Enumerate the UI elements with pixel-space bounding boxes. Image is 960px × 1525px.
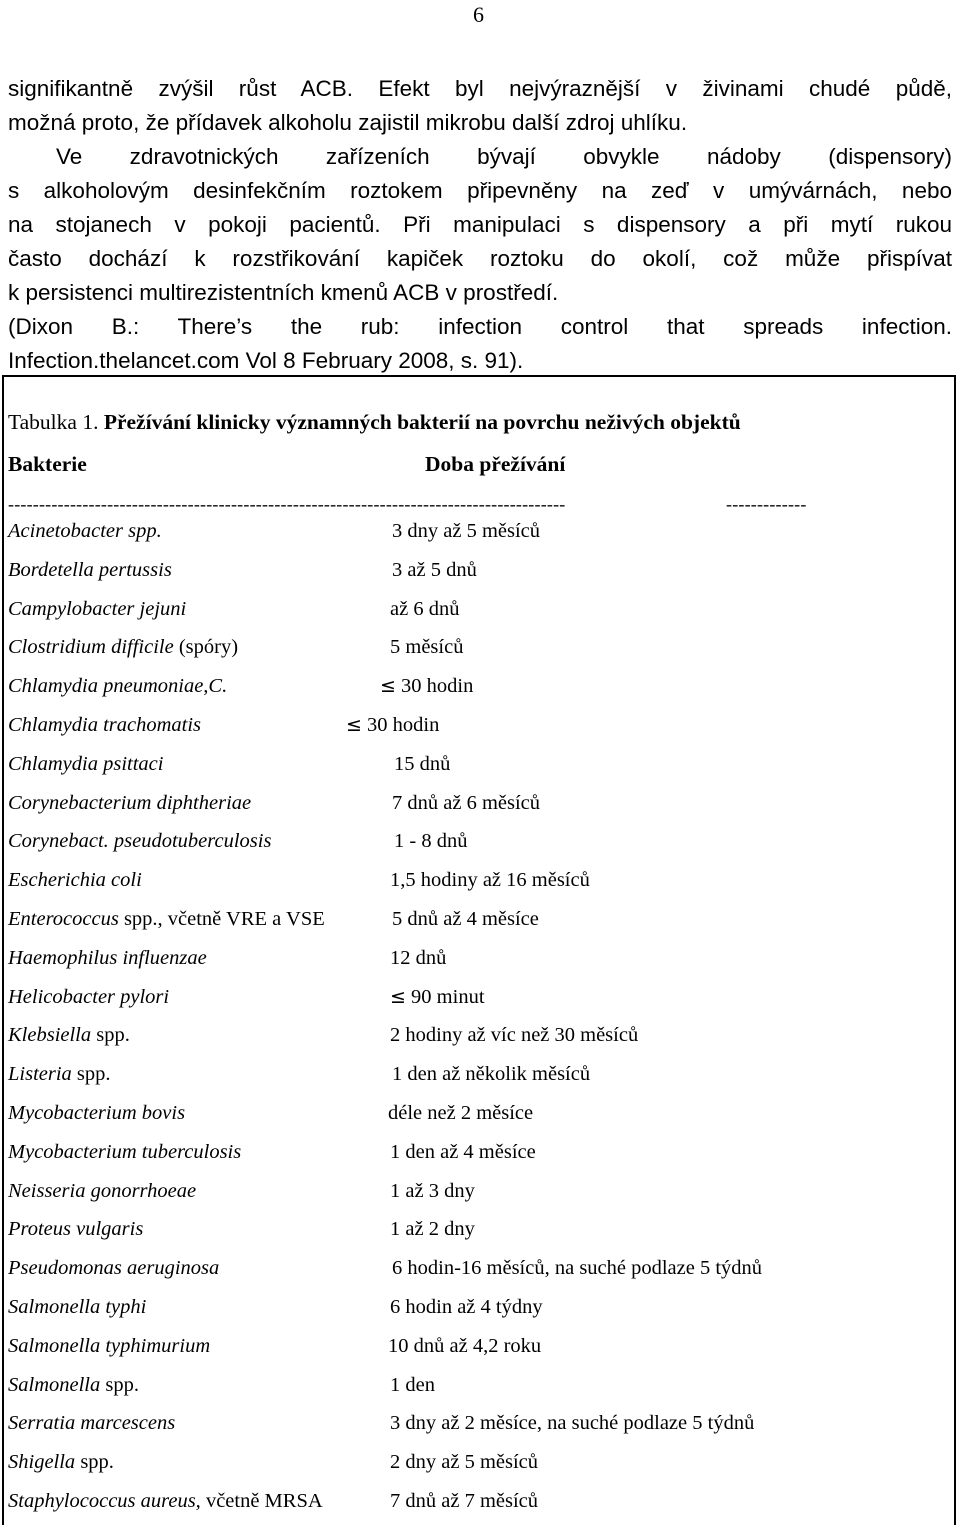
bacteria-name-italic: Haemophilus influenzae	[8, 946, 207, 969]
bacteria-name-italic: Enterococcus	[8, 908, 119, 930]
bacteria-name-suffix: spp.	[71, 1063, 111, 1086]
table-row	[0, 792, 960, 826]
bacteria-name-italic: Chlamydia psittaci	[8, 752, 164, 775]
table-row	[0, 1374, 960, 1408]
bacteria-name	[8, 908, 325, 931]
bacteria-name	[8, 1102, 185, 1125]
survival-duration	[390, 947, 446, 970]
table-row	[0, 1296, 960, 1330]
body-paragraph	[8, 72, 952, 378]
bacteria-name-suffix: spp.	[100, 1373, 139, 1396]
column-header-bacteria: Bakterie	[8, 452, 87, 476]
survival-duration	[390, 636, 463, 659]
survival-duration-value: 2 dny až 5 měsíců	[390, 1451, 539, 1474]
bacteria-name-italic: Chlamydia trachomatis	[8, 714, 202, 736]
bacteria-name	[8, 520, 162, 543]
bacteria-name	[8, 675, 227, 698]
survival-duration-value: 90 minut	[411, 985, 485, 1008]
survival-duration	[390, 1180, 475, 1203]
column-header-survival: Doba přežívání	[425, 452, 566, 476]
survival-duration-value: 30 hodin	[401, 675, 474, 698]
bacteria-name	[8, 1296, 146, 1319]
table-row	[0, 636, 960, 670]
bacteria-name-italic: Acinetobacter spp.	[8, 520, 162, 542]
bacteria-name-suffix: spp.	[91, 1024, 130, 1047]
survival-duration	[392, 1257, 762, 1280]
bacteria-name-italic: Shigella	[8, 1451, 76, 1474]
caption-prefix: Tabulka 1.	[8, 410, 99, 434]
bacteria-name-italic: Salmonella typhi	[8, 1296, 147, 1318]
bacteria-name-italic: Salmonella typhimurium	[8, 1334, 211, 1357]
bacteria-name-italic: Serratia marcescens	[8, 1412, 176, 1435]
table-row	[0, 1218, 960, 1252]
bacteria-name-italic: Pseudomonas aeruginosa	[8, 1257, 220, 1280]
bacteria-name-italic: Corynebacterium diphtheriae	[8, 791, 252, 814]
bacteria-name	[8, 869, 142, 892]
survival-duration	[390, 1296, 543, 1319]
survival-duration-value: déle než 2 měsíce	[388, 1102, 534, 1124]
survival-duration-value: 2 hodiny až víc než 30 měsíců	[390, 1024, 639, 1047]
bacteria-name	[8, 947, 207, 970]
bacteria-name	[8, 1180, 196, 1203]
survival-duration-value: 1 až 2 dny	[390, 1218, 475, 1241]
survival-duration-value: 10 dnů až 4,2 roku	[388, 1334, 542, 1357]
paragraph-line: často dochází k rozstřikování kapiček roztoku do okolí, což může přispívat	[8, 246, 952, 271]
survival-duration-value: 1,5 hodiny až 16 měsíců	[390, 869, 590, 892]
bacteria-name	[8, 1141, 241, 1164]
paragraph-line: k persistenci multirezistentních kmenů ACB v prostředí.	[8, 280, 559, 305]
bacteria-name-italic: Bordetella pertussis	[8, 558, 172, 581]
survival-duration-value: 3 až 5 dnů	[392, 558, 477, 581]
page-number: 6	[473, 2, 484, 27]
bacteria-name	[8, 1335, 210, 1358]
survival-duration-value: 1 den až 4 měsíce	[390, 1140, 536, 1163]
survival-duration	[380, 675, 473, 698]
table-caption	[8, 410, 741, 435]
survival-duration-value: 7 dnů až 6 měsíců	[392, 791, 541, 814]
bacteria-name-italic: Mycobacterium tuberculosis	[8, 1140, 242, 1163]
bacteria-name-suffix: (spóry)	[173, 636, 239, 659]
survival-duration-value: 3 dny až 5 měsíců	[392, 520, 541, 542]
survival-duration-value: 5 dnů až 4 měsíce	[392, 908, 539, 930]
survival-duration-value: 7 dnů až 7 měsíců	[390, 1490, 539, 1512]
less-or-equal-symbol: ≤	[346, 714, 362, 736]
bacteria-name-italic: Neisseria gonorrhoeae	[8, 1179, 197, 1202]
bacteria-name	[8, 1490, 323, 1513]
survival-duration	[390, 598, 459, 621]
bacteria-name-italic: Listeria	[8, 1063, 72, 1086]
paragraph-line: s alkoholovým desinfekčním roztokem připevněny na zeď v umývárnách, nebo	[8, 178, 952, 203]
survival-duration	[392, 559, 477, 582]
bacteria-name-italic: Clostridium difficile	[8, 636, 174, 659]
survival-duration	[390, 1374, 435, 1397]
survival-duration-value: 12 dnů	[390, 946, 447, 969]
table-row	[0, 1451, 960, 1485]
survival-duration-value: 1 - 8 dnů	[394, 830, 468, 853]
separator-long: ------------------------------------------------------------------------------------------	[8, 494, 566, 514]
survival-duration	[388, 1335, 541, 1358]
bacteria-name-italic: Campylobacter jejuni	[8, 597, 187, 620]
paragraph-line: na stojanech v pokoji pacientů. Při manipulaci s dispensory a při mytí rukou	[8, 212, 952, 237]
bacteria-name-italic: Helicobacter pylori	[8, 985, 170, 1008]
table-row	[0, 675, 960, 709]
table-row	[0, 598, 960, 632]
bacteria-name	[8, 1412, 175, 1435]
bacteria-name-italic: Escherichia coli	[8, 869, 142, 892]
survival-duration	[390, 1490, 538, 1513]
bacteria-name	[8, 792, 251, 815]
survival-duration-value: 5 měsíců	[390, 636, 464, 659]
bacteria-name	[8, 1451, 114, 1474]
survival-duration	[394, 753, 450, 776]
survival-duration	[392, 908, 539, 931]
survival-duration	[390, 1024, 638, 1047]
survival-duration-value: 15 dnů	[394, 752, 451, 775]
bacteria-name-italic: Klebsiella	[8, 1024, 92, 1047]
bacteria-name	[8, 753, 163, 776]
bacteria-name	[8, 1063, 111, 1086]
bacteria-name	[8, 830, 271, 853]
bacteria-name-suffix: spp., včetně VRE a VSE	[118, 908, 325, 930]
bacteria-name	[8, 1024, 130, 1047]
survival-duration-value: až 6 dnů	[390, 597, 460, 620]
survival-duration	[392, 1063, 590, 1086]
table-row	[0, 753, 960, 787]
table-row	[0, 986, 960, 1020]
survival-duration-value: 6 hodin až 4 týdny	[390, 1296, 543, 1318]
bacteria-name-suffix: spp.	[75, 1451, 114, 1474]
table-row	[0, 830, 960, 864]
survival-duration	[390, 869, 590, 892]
survival-duration	[394, 830, 467, 853]
survival-duration-value: 6 hodin-16 měsíců, na suché podlaze 5 týdnů	[392, 1257, 763, 1280]
survival-duration-value: 30 hodin	[367, 714, 440, 736]
bacteria-name	[8, 1218, 143, 1241]
bacteria-name-italic: Salmonella	[8, 1373, 101, 1396]
table-row	[0, 869, 960, 903]
paragraph-line: Ve zdravotnických zařízeních bývají obvykle nádoby (dispensory)	[56, 144, 952, 169]
survival-duration	[390, 986, 485, 1009]
bacteria-name-suffix: včetně MRSA	[200, 1490, 323, 1512]
caption-title: Přežívání klinicky významných bakterií na povrchu neživých objektů	[103, 410, 741, 434]
table-row	[0, 1490, 960, 1524]
less-or-equal-symbol: ≤	[390, 985, 406, 1008]
bacteria-name-italic: Corynebact. pseudotuberculosis	[8, 830, 272, 853]
survival-duration	[392, 792, 540, 815]
table-row	[0, 1335, 960, 1369]
table-row	[0, 520, 960, 554]
bacteria-name	[8, 1374, 139, 1397]
bacteria-name-italic: Chlamydia pneumoniae,C.	[8, 675, 228, 698]
bacteria-name-italic: Staphylococcus aureus,	[8, 1490, 201, 1512]
survival-duration	[346, 714, 439, 737]
table-row	[0, 1412, 960, 1446]
survival-duration-value: 3 dny až 2 měsíce, na suché podlaze 5 týdnů	[390, 1412, 755, 1435]
paragraph-line: možná proto, že přídavek alkoholu zajistil mikrobu další zdroj uhlíku.	[8, 110, 688, 135]
survival-duration-value: 1 až 3 dny	[390, 1179, 475, 1202]
survival-duration	[390, 1141, 536, 1164]
bacteria-name	[8, 986, 169, 1009]
survival-duration-value: 1 den	[390, 1373, 435, 1396]
paragraph-line: signifikantně zvýšil růst ACB. Efekt byl nejvýraznější v živinami chudé půdě,	[8, 76, 952, 101]
table-row	[0, 559, 960, 593]
bacteria-name	[8, 598, 186, 621]
table-row	[0, 1141, 960, 1175]
table-row	[0, 1102, 960, 1136]
bacteria-name	[8, 714, 201, 737]
table-row	[0, 947, 960, 981]
bacteria-name-italic: Proteus vulgaris	[8, 1218, 144, 1241]
survival-duration	[392, 520, 540, 543]
table-row	[0, 908, 960, 942]
paragraph-line: (Dixon B.: There’s the rub: infection control that spreads infection.	[8, 314, 952, 339]
survival-duration	[388, 1102, 533, 1125]
table-row	[0, 1180, 960, 1214]
bacteria-name-italic: Mycobacterium bovis	[8, 1102, 186, 1124]
survival-duration	[390, 1412, 754, 1435]
survival-duration	[390, 1451, 538, 1474]
separator-short: -------------	[726, 494, 807, 514]
survival-duration	[390, 1218, 475, 1241]
table-row	[0, 1024, 960, 1058]
bacteria-name	[8, 559, 172, 582]
bacteria-name	[8, 1257, 219, 1280]
less-or-equal-symbol: ≤	[380, 675, 396, 698]
survival-duration-value: 1 den až několik měsíců	[392, 1063, 591, 1086]
table-row	[0, 1063, 960, 1097]
table-row	[0, 1257, 960, 1291]
bacteria-name	[8, 636, 238, 659]
paragraph-line: Infection.thelancet.com Vol 8 February 2008, s. 91).	[8, 348, 524, 373]
table-row	[0, 714, 960, 748]
